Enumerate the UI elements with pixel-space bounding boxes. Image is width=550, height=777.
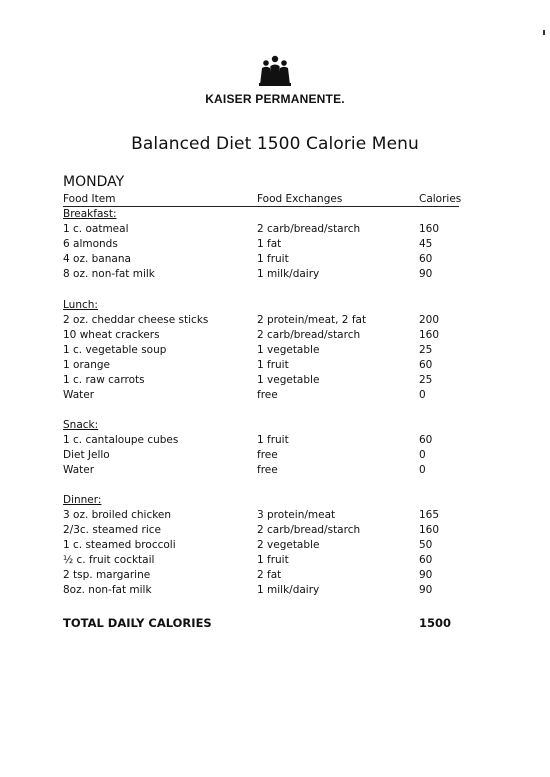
food-exchange: 1 milk/dairy [257, 584, 320, 596]
calories-value: 0 [419, 389, 426, 401]
food-item: 1 orange [63, 359, 110, 371]
calories-value: 60 [419, 359, 433, 371]
calories-value: 200 [419, 314, 440, 326]
calories-value: 160 [419, 223, 440, 235]
column-header-calories: Calories [419, 193, 462, 205]
menu-row [0, 344, 550, 359]
menu-row [0, 584, 550, 599]
section-heading-snack: Snack: [63, 419, 99, 431]
food-item: ½ c. fruit cocktail [63, 554, 155, 566]
day-heading: MONDAY [63, 174, 125, 190]
food-item: 8oz. non-fat milk [63, 584, 152, 596]
menu-row [0, 524, 550, 539]
calories-value: 60 [419, 554, 433, 566]
calories-value: 50 [419, 539, 433, 551]
food-exchange: 2 fat [257, 569, 282, 581]
menu-row [0, 253, 550, 268]
food-item: 4 oz. banana [63, 253, 131, 265]
food-exchange: 1 fruit [257, 434, 289, 446]
food-item: 1 c. raw carrots [63, 374, 145, 386]
calories-value: 45 [419, 238, 433, 250]
food-item: 2/3c. steamed rice [63, 524, 161, 536]
food-item: 3 oz. broiled chicken [63, 509, 172, 521]
food-item: 1 c. oatmeal [63, 223, 129, 235]
section-heading-breakfast: Breakfast: [63, 208, 117, 220]
food-item: 1 c. vegetable soup [63, 344, 167, 356]
food-exchange: 2 carb/bread/starch [257, 524, 361, 536]
calories-value: 90 [419, 584, 433, 596]
food-exchange: 2 vegetable [257, 539, 320, 551]
calories-value: 160 [419, 329, 440, 341]
food-exchange: 2 protein/meat, 2 fat [257, 314, 367, 326]
header-rule [63, 206, 459, 207]
food-item: Water [63, 464, 95, 476]
calories-value: 0 [419, 449, 426, 461]
food-exchange: free [257, 464, 278, 476]
food-item: 2 oz. cheddar cheese sticks [63, 314, 209, 326]
scan-speck [543, 30, 545, 35]
food-item: 1 c. steamed broccoli [63, 539, 176, 551]
kaiser-logo-icon [258, 54, 292, 86]
food-exchange: 2 carb/bread/starch [257, 329, 361, 341]
menu-row [0, 569, 550, 584]
food-item: 2 tsp. margarine [63, 569, 151, 581]
calories-value: 165 [419, 509, 440, 521]
column-header-food-item: Food Item [63, 193, 116, 205]
menu-row [0, 434, 550, 449]
calories-value: 60 [419, 253, 433, 265]
total-value: 1500 [419, 616, 452, 630]
total-label: TOTAL DAILY CALORIES [63, 616, 212, 630]
menu-row [0, 238, 550, 253]
calories-value: 90 [419, 569, 433, 581]
column-header-food-exchanges: Food Exchanges [257, 193, 343, 205]
menu-row [0, 359, 550, 374]
food-exchange: 2 carb/bread/starch [257, 223, 361, 235]
food-item: 10 wheat crackers [63, 329, 160, 341]
menu-row [0, 268, 550, 283]
calories-value: 25 [419, 374, 433, 386]
food-item: 6 almonds [63, 238, 118, 250]
section-heading-lunch: Lunch: [63, 299, 98, 311]
food-exchange: 1 fruit [257, 554, 289, 566]
menu-row [0, 554, 550, 569]
menu-row [0, 464, 550, 479]
calories-value: 90 [419, 268, 433, 280]
menu-row [0, 389, 550, 404]
food-item: 8 oz. non-fat milk [63, 268, 155, 280]
food-item: Diet Jello [63, 449, 110, 461]
food-item: Water [63, 389, 95, 401]
menu-row [0, 314, 550, 329]
calories-value: 160 [419, 524, 440, 536]
food-exchange: 3 protein/meat [257, 509, 336, 521]
menu-row [0, 509, 550, 524]
menu-row [0, 449, 550, 464]
menu-row [0, 539, 550, 554]
food-exchange: 1 vegetable [257, 374, 320, 386]
food-exchange: 1 vegetable [257, 344, 320, 356]
menu-row [0, 374, 550, 389]
brand-name: KAISER PERMANENTE. [205, 92, 345, 106]
food-exchange: free [257, 449, 278, 461]
calories-value: 0 [419, 464, 426, 476]
menu-row [0, 223, 550, 238]
menu-row [0, 329, 550, 344]
section-heading-dinner: Dinner: [63, 494, 102, 506]
page-title: Balanced Diet 1500 Calorie Menu [131, 134, 419, 154]
food-exchange: 1 fruit [257, 253, 289, 265]
calories-value: 25 [419, 344, 433, 356]
food-exchange: 1 fat [257, 238, 282, 250]
food-exchange: free [257, 389, 278, 401]
food-item: 1 c. cantaloupe cubes [63, 434, 179, 446]
food-exchange: 1 fruit [257, 359, 289, 371]
food-exchange: 1 milk/dairy [257, 268, 320, 280]
calories-value: 60 [419, 434, 433, 446]
